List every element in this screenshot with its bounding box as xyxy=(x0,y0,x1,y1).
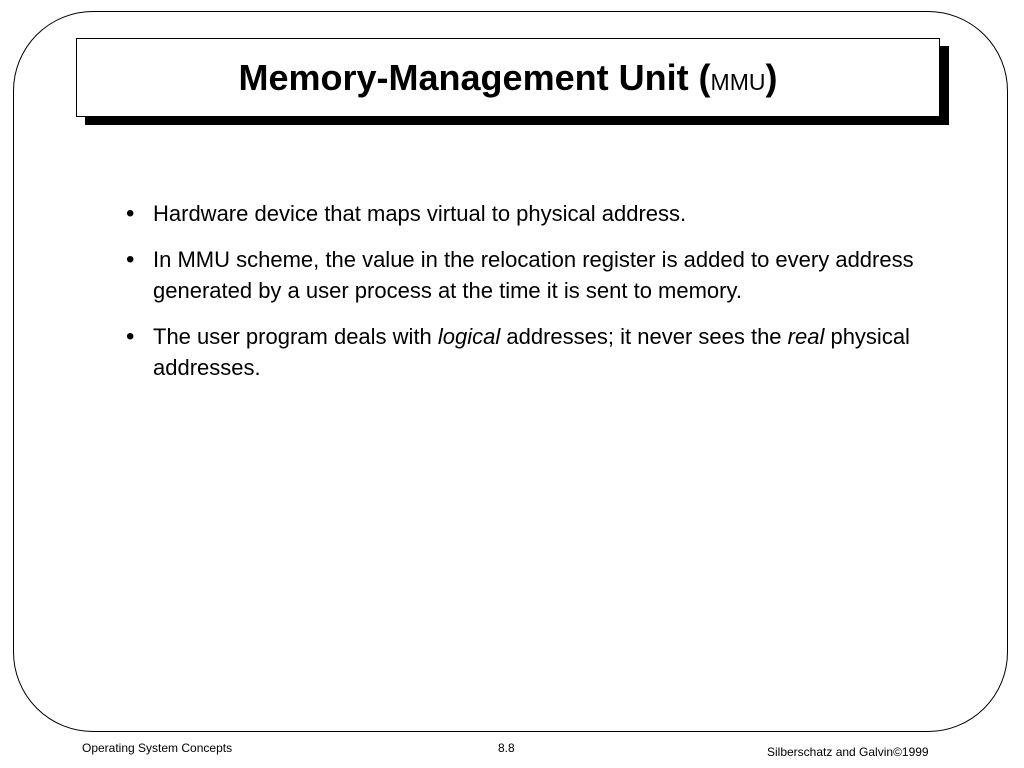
bullet-dot-icon: • xyxy=(126,323,135,350)
title-box xyxy=(76,38,940,117)
bullet-emphasis-text: logical xyxy=(437,324,501,349)
bullet-list xyxy=(126,198,916,398)
footer-page-number: 8.8 xyxy=(498,741,515,755)
bullet-item xyxy=(126,244,916,306)
bullet-emphasis-text: real xyxy=(787,324,825,349)
bullet-item xyxy=(126,198,916,229)
slide-title-abbrev: MMU xyxy=(710,68,766,95)
bullet-text: addresses; it never sees the xyxy=(500,324,788,349)
bullet-dot-icon: • xyxy=(126,200,135,227)
bullet-text: In MMU scheme, the value in the relocation register is added to every address generated by a user process at the time it is sent to memory. xyxy=(153,247,914,303)
bullet-text: The user program deals with xyxy=(153,324,438,349)
bullet-item xyxy=(126,321,916,383)
bullet-text: Hardware device that maps virtual to physical address. xyxy=(153,201,687,226)
footer-copyright: Silberschatz and Galvin©1999 xyxy=(767,745,929,759)
footer-course-title: Operating System Concepts xyxy=(82,741,233,755)
bullet-dot-icon: • xyxy=(126,246,135,273)
slide-title-close: ) xyxy=(765,56,778,98)
slide-title xyxy=(238,56,778,98)
bullet-text: physical addresses. xyxy=(153,324,910,380)
slide-title-text: Memory-Management Unit ( xyxy=(238,56,711,98)
